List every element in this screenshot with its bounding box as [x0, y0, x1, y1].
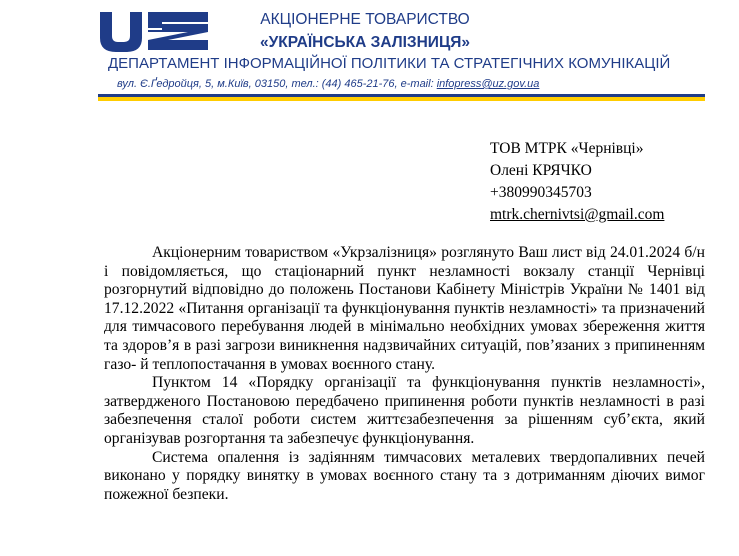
- recipient-org: ТОВ МТРК «Чернівці»: [490, 140, 644, 157]
- body-paragraph-3: Система опалення із задіянням тимчасових металевих твердопаливних печей виконано у порядку винятку в умовах воєнного стану та з дотриманням діючих вимог пожежної безпеки.: [104, 448, 705, 503]
- address-line: [117, 78, 539, 90]
- company-line2: «УКРАЇНСЬКА ЗАЛІЗНИЦЯ»: [259, 34, 471, 51]
- letterhead-email-link[interactable]: infopress@uz.gov.ua: [436, 78, 540, 90]
- header-rule-yellow: [98, 97, 705, 101]
- department-title: ДЕПАРТАМЕНТ ІНФОРМАЦІЙНОЇ ПОЛІТИКИ ТА СТРАТЕГІЧНИХ КОМУНІКАЦІЙ: [108, 55, 671, 72]
- recipient-block: [490, 138, 664, 226]
- letter-body: [104, 244, 705, 504]
- uz-logo: [96, 10, 216, 52]
- recipient-phone: +380990345703: [490, 184, 592, 201]
- address-text: вул. Є.Ґедройця, 5, м.Київ, 03150, тел.: (44) 465-21-76, e-mail:: [117, 78, 437, 90]
- recipient-email-link[interactable]: mtrk.chernivtsi@gmail.com: [490, 206, 665, 223]
- body-paragraph-2: Пунктом 14 «Порядку організації та функціонування пунктів незламності», затвердженого Постановою передбачено припинення роботи пунктів незламності в разі забезпечення сталої роботи систем життєзабезпечення за рішенням суб’єкта, який організував розгортання та забезпечує функціонування.: [104, 374, 705, 447]
- recipient-name: Олені КРЯЧКО: [490, 162, 592, 179]
- body-paragraph-1: Акціонерним товариством «Укрзалізниця» розглянуто Ваш лист від 24.01.2024 б/н і повідомляється, що стаціонарний пункт незламності вокзалу станції Чернівці розгорнутий відповідно до положень Постанови Кабінету Міністрів України № 1401 від 17.12.2022 «Питання організації та функціонування пунктів незламності» та призначений для тимчасового перебування людей в мінімально необхідних умовах збереження життя та здоров’я в разі загрози виникнення надзвичайних ситуацій, пов’язаних з припиненням газо- й теплопостачання в умовах воєнного стану.: [104, 244, 705, 373]
- company-line1: АКЦІОНЕРНЕ ТОВАРИСТВО: [260, 11, 470, 28]
